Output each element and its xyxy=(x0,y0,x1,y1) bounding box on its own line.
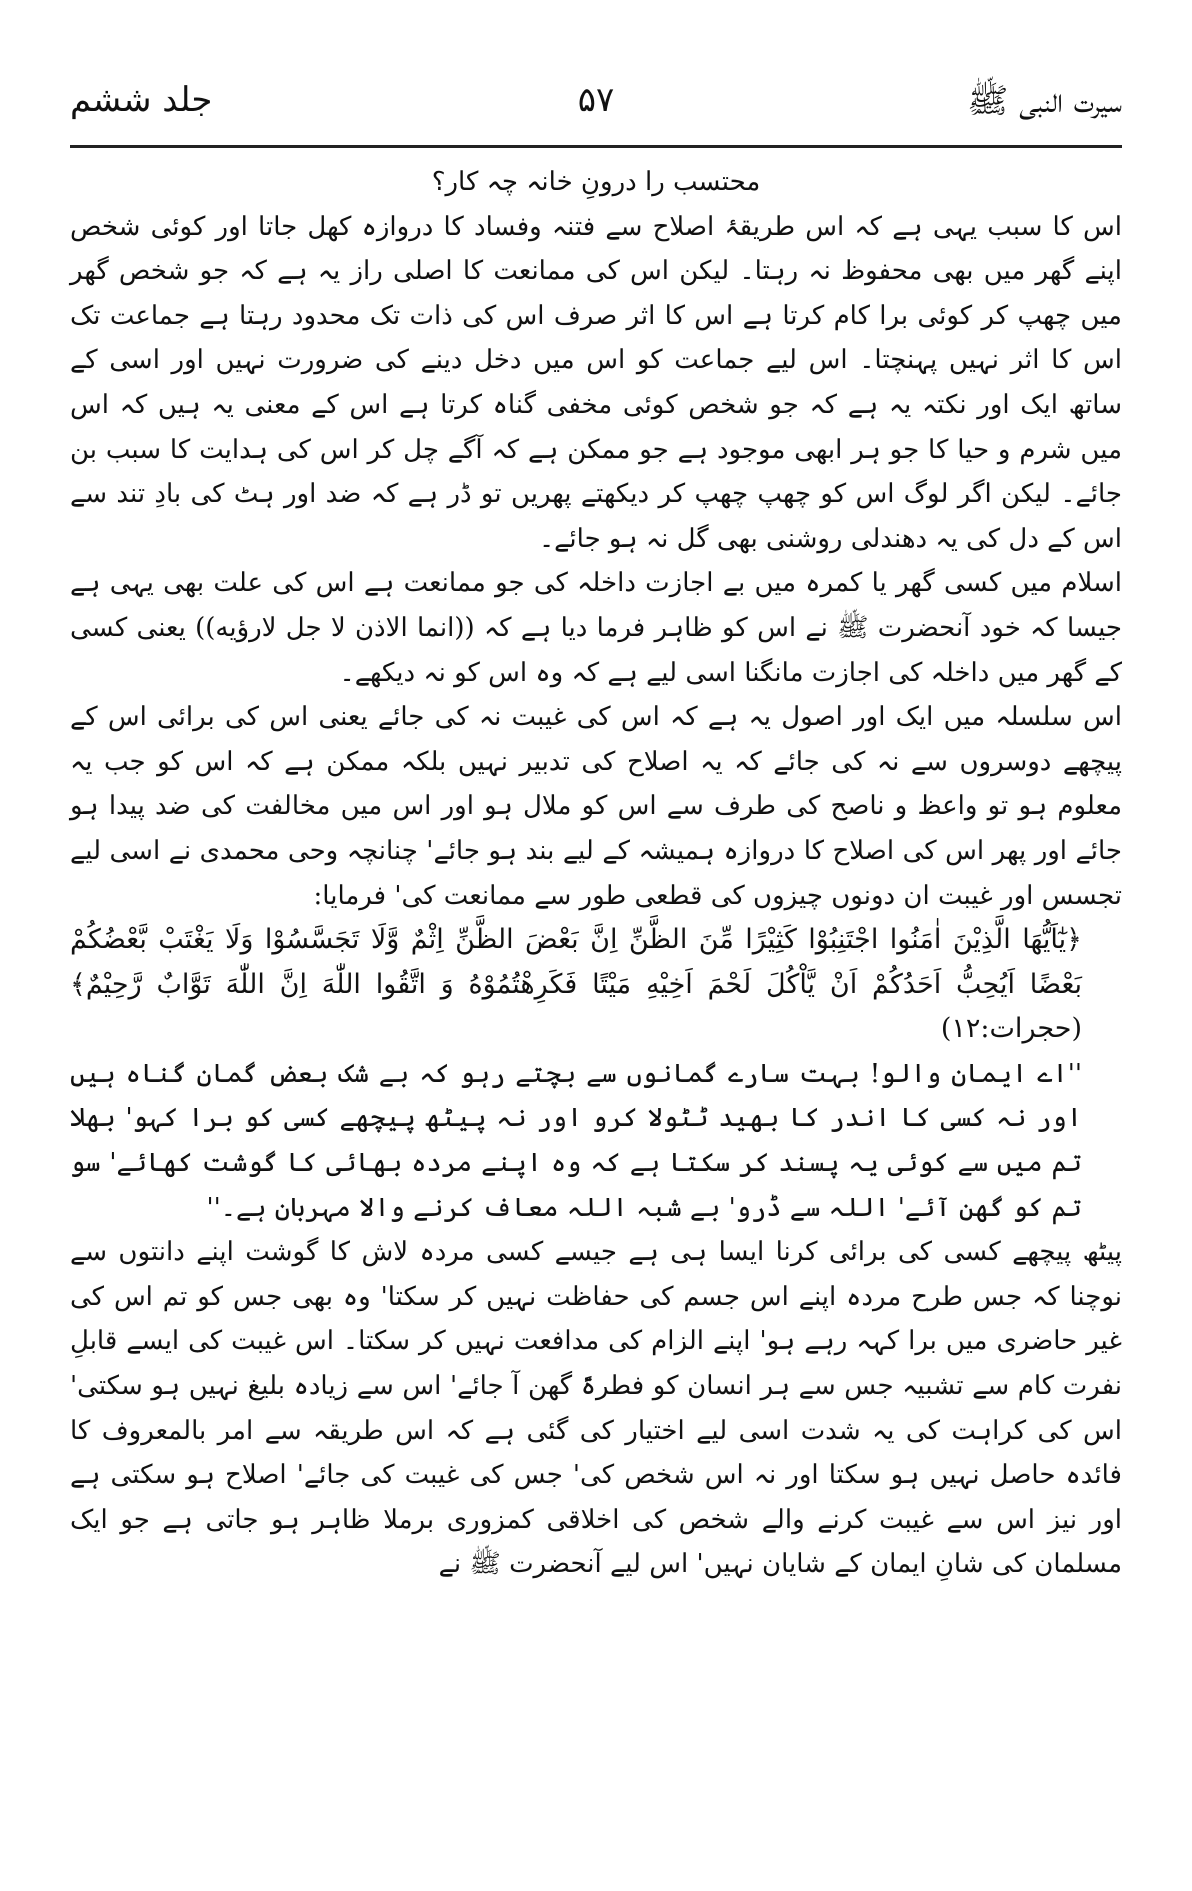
page-body xyxy=(70,160,1122,1861)
verse-translation: ''اے ایمان والو! بہت سارے گمانوں سے بچتے رہو کہ بے شک بعض گمان گناہ ہیں اور نہ کسی کا اندر کا بھید ٹٹولا کرو اور نہ پیٹھ پیچھے کسی کو برا کہو' بھلا تم میں سے کوئی یہ پسند کر سکتا ہے کہ وہ اپنے مردہ بھائی کا گوشت کھائے' سو تم کو گھن آئے' اللہ سے ڈرو' بے شبہ اللہ معاف کرنے والا مہربان ہے۔'' xyxy=(70,1058,1082,1223)
volume-label: جلد ششم xyxy=(70,80,213,120)
paragraph-1: اس کا سبب یہی ہے کہ اس طریقۂ اصلاح سے فتنہ وفساد کا دروازہ کھل جاتا اور کوئی شخص اپنے گھر میں بھی محفوظ نہ رہتا۔ لیکن اس کی ممانعت کا اصلی راز یہ ہے کہ جو شخص گھر میں چھپ کر کوئی برا کام کرتا ہے اس کا اثر صرف اس کی ذات تک محدود رہتا ہے جماعت تک اس کا اثر نہیں پہنچتا۔ اس لیے جماعت کو اس میں دخل دینے کی ضرورت نہیں اور اسی کے ساتھ ایک اور نکتہ یہ ہے کہ جو شخص کوئی مخفی گناہ کرتا ہے اس کے معنی یہ ہیں کہ اس میں شرم و حیا کا جو ہر ابھی موجود ہے جو ممکن ہے کہ آگے چل کر اس کی ہدایت کا سبب بن جائے۔ لیکن اگر لوگ اس کو چھپ چھپ کر دیکھتے پھریں تو ڈر ہے کہ ضد اور ہٹ کی بادِ تند سے اس کے دل کی یہ دھندلی روشنی بھی گل نہ ہو جائے۔ xyxy=(70,211,1122,554)
quran-verse: ﴿يٰٓاَيُّهَا الَّذِيْنَ اٰمَنُوا اجْتَنِبُوْا كَثِيْرًا مِّنَ الظَّنِّ اِنَّ بَعْضَ الظَّنِّ اِثْمٌ وَّلَا تَجَسَّسُوْا وَلَا يَغْتَبْ بَّعْضُكُمْ بَعْضًا اَيُحِبُّ اَحَدُكُمْ اَنْ يَّاْكُلَ لَحْمَ اَخِيْهِ مَيْتًا فَكَرِهْتُمُوْهُ وَ اتَّقُوا اللّٰهَ اِنَّ اللّٰهَ تَوَّابٌ رَّحِيْمٌ﴾ (حجرات:١٢) xyxy=(70,924,1082,1045)
page-number: ۵۷ xyxy=(577,80,615,120)
book-title: سیرت النبی ﷺ xyxy=(967,81,1122,121)
page-header xyxy=(70,80,1122,140)
header-divider xyxy=(70,145,1122,148)
paragraph-2: اسلام میں کسی گھر یا کمرہ میں بے اجازت داخلہ کی جو ممانعت ہے اس کی علت بھی یہی ہے جیسا کہ خود آنحضرت ﷺ نے اس کو ظاہر فرما دیا ہے کہ ((انما الاذن لا جل لارؤیه)) یعنی کسی کے گھر میں داخلہ کی اجازت مانگنا اسی لیے ہے کہ وہ اس کو نہ دیکھے۔ xyxy=(70,568,1122,688)
paragraph-3: اس سلسلہ میں ایک اور اصول یہ ہے کہ اس کی غیبت نہ کی جائے یعنی اس کی برائی اس کے پیچھے دوسروں سے نہ کی جائے کہ یہ اصلاح کی تدبیر نہیں بلکہ ممکن ہے کہ اس کو جب یہ معلوم ہو تو واعظ و ناصح کی طرف سے اس کو ملال ہو اور اس میں مخالفت کی ضد پیدا ہو جائے اور پھر اس کی اصلاح کا دروازہ ہمیشہ کے لیے بند ہو جائے' چنانچہ وحی محمدی نے اسی لیے تجسس اور غیبت ان دونوں چیزوں کی قطعی طور سے ممانعت کی' فرمایا: xyxy=(70,702,1122,911)
section-heading: محتسب را درونِ خانہ چہ کار؟ xyxy=(431,167,761,197)
paragraph-4: پیٹھ پیچھے کسی کی برائی کرنا ایسا ہی ہے جیسے کسی مردہ لاش کا گوشت اپنے دانتوں سے نوچنا کہ جس طرح مردہ اپنے اس جسم کی حفاظت نہیں کر سکتا' وہ بھی جس کو تم اس کی غیر حاضری میں برا کہہ رہے ہو' اپنے الزام کی مدافعت نہیں کر سکتا۔ اس غیبت کی ایسے قابلِ نفرت کام سے تشبیہ جس سے ہر انسان کو فطرۃً گھن آ جائے' اس سے زیادہ بلیغ نہیں ہو سکتی' اس کی کراہت کی یہ شدت اسی لیے اختیار کی گئی ہے کہ اس طریقہ سے امر بالمعروف کا فائدہ حاصل نہیں ہو سکتا اور نہ اس شخص کی' جس کی غیبت کی جائے' اصلاح ہو سکتی ہے اور نیز اس سے غیبت کرنے والے شخص کی اخلاقی کمزوری برملا ظاہر ہو جاتی ہے جو ایک مسلمان کی شانِ ایمان کے شایان نہیں' اس لیے آنحضرت ﷺ نے xyxy=(70,1237,1122,1580)
